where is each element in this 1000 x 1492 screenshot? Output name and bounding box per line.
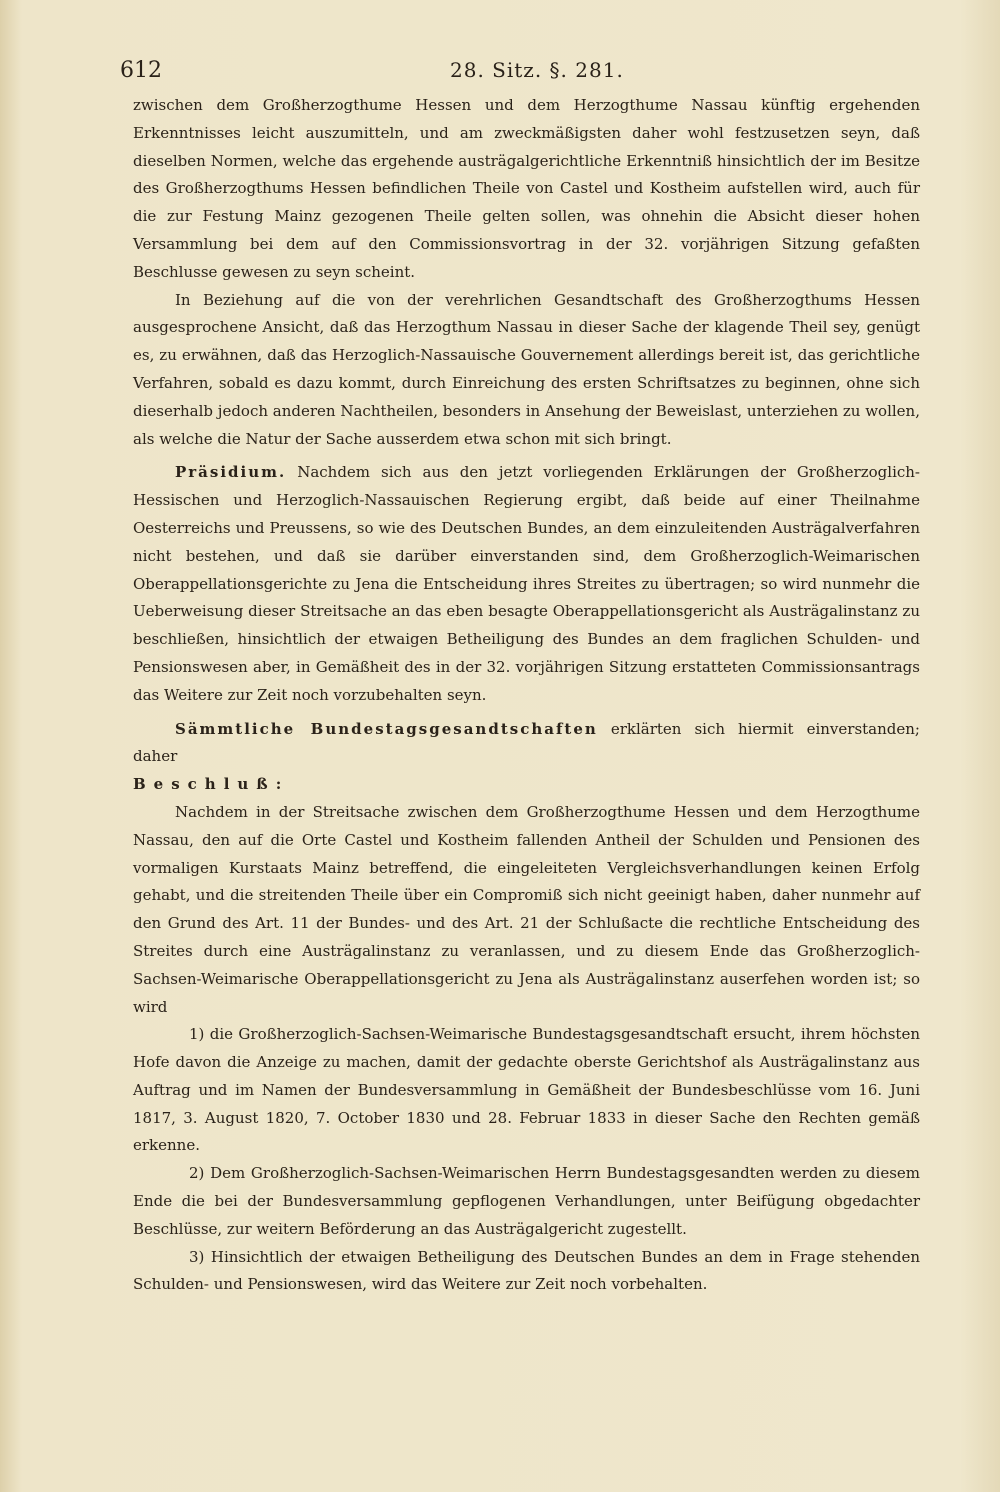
paragraph-praesidium [133, 459, 920, 709]
page-body [133, 92, 920, 1299]
speaker-praesidium: Präsidium. [175, 463, 287, 482]
agreement-text: erklärten sich hiermit einverstanden; daher [133, 719, 920, 766]
resolution-item-2: 2) Dem Großherzoglich-Sachsen-Weimarischen Herrn Bundestagsgesandten werden zu diesem Ende die bei der Bundesversammlung gepflogenen Verhandlungen, unter Beifügung obgedachter Beschlüsse, zur weitern Beförderung an das Austrägalgericht zugestellt. [133, 1164, 920, 1238]
resolution-item-1: 1) die Großherzoglich-Sachsen-Weimarische Bundestagsgesandtschaft ersucht, ihrem höchsten Hofe davon die Anzeige zu machen, damit der gedachte oberste Gerichtshof als Austrägalinstanz aus Auftrag und im Namen der Bundesversammlung in Gemäßheit der Bundesbeschlüsse vom 16. Juni 1817, 3. August 1820, 7. October 1830 und 28. Februar 1833 in dieser Sache den Rechten gemäß erkenne. [133, 1025, 920, 1155]
paragraph-nassau-view: In Beziehung auf die von der verehrlichen Gesandtschaft des Großherzogthums Hessen ausgesprochene Ansicht, daß das Herzogthum Nassau in dieser Sache der klagende Theil sey, genügt es, zu erwähnen, daß das Herzoglich-Nassauische Gouvernement allerdings bereit ist, das gerichtliche Verfahren, sobald es dazu kommt, durch Einreichung des ersten Schriftsatzes zu beginnen, ohne sich dieserhalb jedoch anderen Nachtheilen, besonders in Ansehung der Beweislast, unterziehen zu wollen, als welche die Natur der Sache ausserdem etwa schon mit sich bringt. [133, 290, 920, 448]
praesidium-text: Nachdem sich aus den jetzt vorliegenden Erklärungen der Großherzoglich-Hessischen und Herzoglich-Nassauischen Regierung ergibt, daß beide auf einer Theilnahme Oesterreichs und Preussens, so wie des Deutschen Bundes, an dem einzuleitenden Austrägalverfahren nicht bestehen, und daß sie darüber einverstanden sind, dem Großherzoglich-Weimarischen Oberappellationsgerichte zu Jena die Entscheidung ihres Streites zu übertragen; so wird nunmehr die Ueberweisung dieser Streitsache an das eben besagte Oberappellationsgericht als Austrägalinstanz zu beschließen, hinsichtlich der etwaigen Betheiligung des Bundes an dem fraglichen Schulden- und Pensionswesen aber, in Gemäßheit des in der 32. vorjährigen Sitzung erstatteten Commissionsantrags das Weitere zur Zeit noch vorzubehalten seyn. [133, 463, 920, 704]
speaker-gesandtschaften: Sämmtliche Bundestagsgesandtschaften [175, 719, 598, 738]
paragraph-continuation: zwischen dem Großherzogthume Hessen und dem Herzogthume Nassau künftig ergehenden Erkenntnisses leicht auszumitteln, und am zweckmäßigsten daher wohl festzusetzen seyn, daß dieselben Normen, welche das ergehende austrägalgerichtliche Erkenntniß hinsichtlich der im Besitze des Großherzogthums Hessen befindlichen Theile von Castel und Kostheim aufstellen wird, auch für die zur Festung Mainz gezogenen Theile gelten sollen, was ohnehin die Absicht dieser hohen Versammlung bei dem auf den Commissionsvortrag in der 32. vorjährigen Sitzung gefaßten Beschlusse gewesen zu seyn scheint. [133, 96, 920, 281]
running-head: 28. Sitz. §. 281. [450, 58, 624, 82]
paragraph-agreement [133, 716, 920, 772]
page-header [120, 58, 920, 88]
paragraph-resolution: Nachdem in der Streitsache zwischen dem Großherzogthume Hessen und dem Herzogthume Nassau, den auf die Orte Castel und Kostheim fallenden Antheil der Schulden und Pensionen des vormaligen Kurstaats Mainz betreffend, die eingeleiteten Vergleichsverhandlungen keinen Erfolg gehabt, und die streitenden Theile über ein Compromiß sich nicht geeinigt haben, daher nunmehr auf den Grund des Art. 11 der Bundes- und des Art. 21 der Schlußacte die rechtliche Entscheidung des Streites durch eine Austrägalinstanz zu veranlassen, und zu diesem Ende das Großherzoglich-Sachsen-Weimarische Oberappellationsgericht zu Jena als Austrägalinstanz auserfehen worden ist; so wird [133, 802, 920, 1016]
resolution-item-3: 3) Hinsichtlich der etwaigen Betheiligung des Deutschen Bundes an dem in Frage stehenden Schulden- und Pensionswesen, wird das Weitere zur Zeit noch vorbehalten. [133, 1247, 920, 1294]
resolution-heading: Beschluß: [133, 775, 290, 794]
page-number: 612 [120, 58, 162, 83]
